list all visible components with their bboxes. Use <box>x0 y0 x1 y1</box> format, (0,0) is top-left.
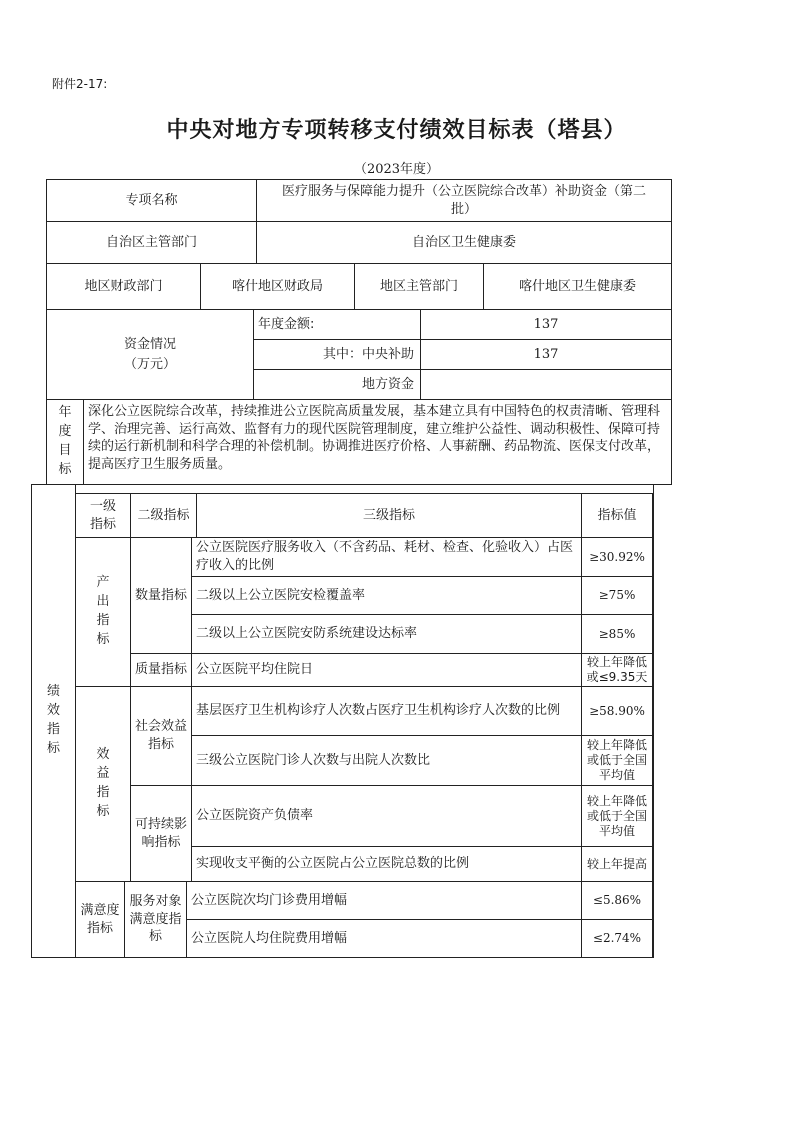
local-funds-label: 地方资金 <box>253 369 421 400</box>
indicators-section-label <box>31 484 76 958</box>
social-benefit-label <box>130 686 192 786</box>
indicators-right-border <box>653 484 654 958</box>
satisfaction-label <box>75 881 125 958</box>
output-row-3-name: 二级以上公立医院安防系统建设达标率 <box>191 614 582 654</box>
header-level3: 三级指标 <box>196 493 582 538</box>
funds-label <box>46 309 254 400</box>
satisfaction-row-1-value: ≤5.86% <box>581 881 653 920</box>
social-benefit-label-text: 社会效益指标 <box>134 719 187 752</box>
quality-label: 质量指标 <box>130 653 192 687</box>
benefit-row-1-value: ≥58.90% <box>581 686 653 736</box>
finance-dept-value: 喀什地区财政局 <box>200 263 355 310</box>
project-name-value: 医疗服务与保障能力提升（公立医院综合改革）补助资金（第二批） <box>256 179 672 222</box>
local-funds-value <box>420 369 672 400</box>
local-dept-label: 地区主管部门 <box>354 263 484 310</box>
output-row-4-name: 公立医院平均住院日 <box>191 653 582 687</box>
sustain-label <box>130 785 192 882</box>
output-label-text: 产出指标 <box>96 575 110 647</box>
finance-dept-label: 地区财政部门 <box>46 263 201 310</box>
header-level1 <box>75 493 131 538</box>
annual-amount-value: 137 <box>420 309 672 340</box>
annual-goal-label-text: 年度目标 <box>58 405 72 477</box>
output-row-1-value: ≥30.92% <box>581 537 653 577</box>
output-row-2-value: ≥75% <box>581 576 653 615</box>
annual-goal-text: 深化公立医院综合改革，持续推进公立医院高质量发展，基本建立具有中国特色的权责清晰、管理科学、治理完善、运行高效、监督有力的现代医院管理制度，建立维护公益性、调动积极性、保障可持续的运行新机制和科学合理的补偿机制。协调推进医疗价格、人事薪酬、药品物流、医保支付改革，提高医疗卫生服务质量。 <box>83 399 672 485</box>
output-label <box>75 537 131 687</box>
output-row-3-value: ≥85% <box>581 614 653 654</box>
benefit-row-2-value: 较上年降低或低于全国平均值 <box>581 735 653 786</box>
indicators-section-label-text: 绩效指标 <box>46 684 60 756</box>
benefit-row-2-name: 三级公立医院门诊人次数与出院人次数比 <box>191 735 582 786</box>
header-value: 指标值 <box>581 493 653 538</box>
service-satisfaction-label-text: 服务对象满意度指标 <box>129 894 182 945</box>
output-row-1-name: 公立医院医疗服务收入（不含药品、耗材、检查、化验收入）占医疗收入的比例 <box>191 537 582 577</box>
attachment-label: 附件2-17: <box>52 77 108 91</box>
year-label: （2023年度） <box>353 162 440 177</box>
service-satisfaction-label <box>124 881 187 958</box>
benefit-label-text: 效益指标 <box>96 747 110 819</box>
quantity-label: 数量指标 <box>130 537 192 654</box>
benefit-row-4-name: 实现收支平衡的公立医院占公立医院总数的比例 <box>191 846 582 882</box>
benefit-row-4-value: 较上年提高 <box>581 846 653 882</box>
central-subsidy-label: 其中：中央补助 <box>253 339 421 370</box>
benefit-row-3-name: 公立医院资产负债率 <box>191 785 582 847</box>
annual-goal-label <box>46 399 84 485</box>
benefit-row-3-value: 较上年降低或低于全国平均值 <box>581 785 653 847</box>
header-level1-text: 一级指标 <box>89 498 116 532</box>
region-dept-value: 自治区卫生健康委 <box>256 221 672 264</box>
indicators-top-border <box>75 484 654 485</box>
benefit-row-1-name: 基层医疗卫生机构诊疗人次数占医疗卫生机构诊疗人次数的比例 <box>191 686 582 736</box>
page-title: 中央对地方专项转移支付绩效目标表（塔县） <box>166 118 627 143</box>
project-name-label: 专项名称 <box>46 179 257 222</box>
local-dept-value: 喀什地区卫生健康委 <box>483 263 672 310</box>
central-subsidy-value: 137 <box>420 339 672 370</box>
satisfaction-row-1-name: 公立医院次均门诊费用增幅 <box>186 881 582 920</box>
satisfaction-label-text: 满意度指标 <box>80 902 120 936</box>
satisfaction-row-2-name: 公立医院人均住院费用增幅 <box>186 919 582 958</box>
satisfaction-row-2-value: ≤2.74% <box>581 919 653 958</box>
region-dept-label: 自治区主管部门 <box>46 221 257 264</box>
benefit-label <box>75 686 131 882</box>
sustain-label-text: 可持续影响指标 <box>134 816 187 850</box>
funds-label-text: 资金情况（万元） <box>123 337 176 372</box>
output-row-2-name: 二级以上公立医院安检覆盖率 <box>191 576 582 615</box>
output-row-4-value: 较上年降低或≤9.35天 <box>581 653 653 687</box>
header-level2: 二级指标 <box>130 493 197 538</box>
annual-amount-label: 年度金额: <box>253 309 421 340</box>
